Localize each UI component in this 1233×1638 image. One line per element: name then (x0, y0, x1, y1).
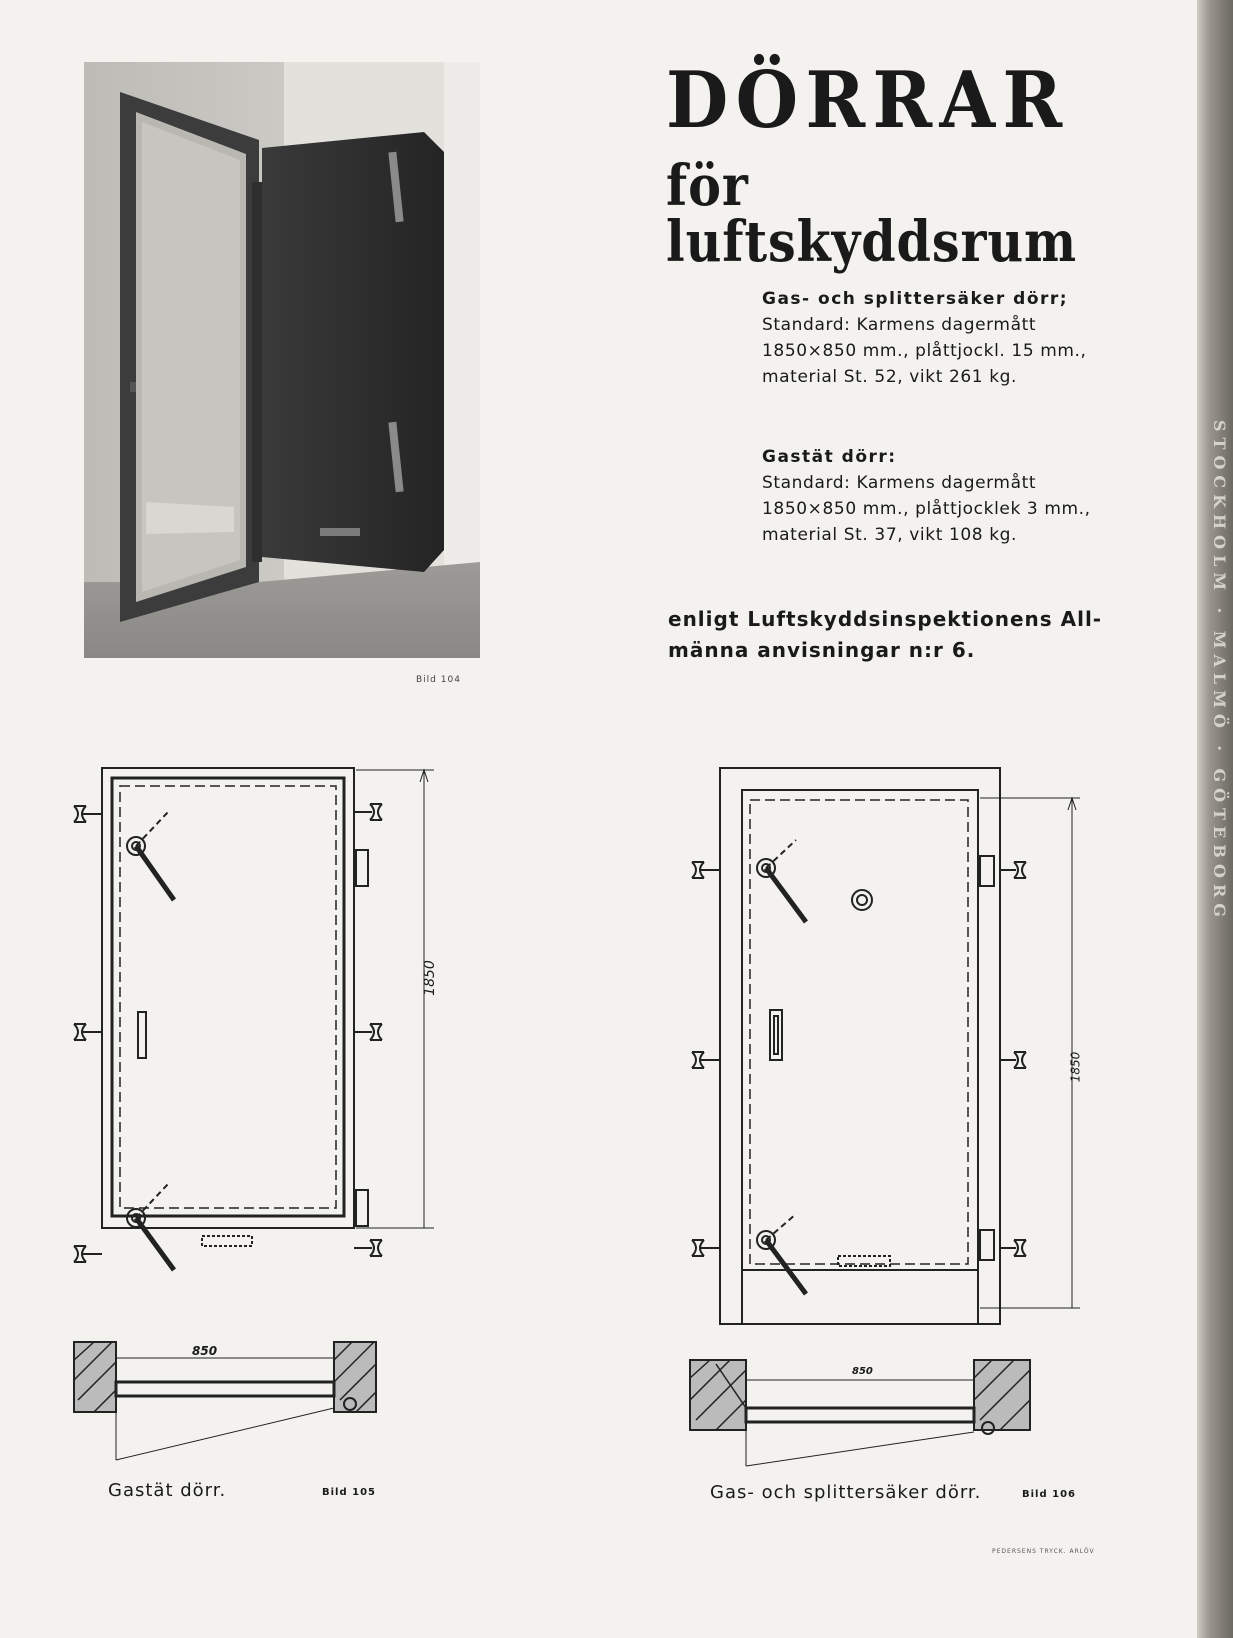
drawing-106-number: Bild 106 (1022, 1489, 1076, 1500)
spec-line: Standard: Karmens dagermått (762, 473, 1037, 493)
spec-line: Standard: Karmens dagermått (762, 315, 1037, 335)
printer-note: PEDERSENS TRYCK. ARLÖV (992, 1548, 1095, 1555)
spec-line: 1850×850 mm., plåttjockl. 15 mm., (762, 341, 1087, 361)
drawing-106-caption: Gas- och splittersäker dörr. (710, 1482, 982, 1503)
reference-line: männa anvisningar n:r 6. (668, 638, 976, 662)
reference-line: enligt Luftskyddsinspektionens All- (668, 607, 1103, 631)
spec-gas-splitter (762, 286, 1102, 390)
drawing-105-caption: Gastät dörr. (108, 1480, 227, 1501)
drawing-gastat-door (64, 760, 484, 1484)
page-title: DÖRRAR (666, 55, 1070, 146)
door-photo (84, 62, 480, 658)
photo-caption: Bild 104 (416, 675, 461, 685)
reference-note (668, 604, 1108, 666)
drawing-105-number: Bild 105 (322, 1487, 376, 1498)
width-dimension: 850 (852, 1366, 873, 1377)
page-subtitle: för luftskyddsrum (666, 153, 1078, 275)
spec-gastat (762, 444, 1102, 548)
spec-heading: Gas- och splittersäker dörr; (762, 289, 1069, 309)
spine-text: STOCKHOLM · MALMÖ · GÖTEBORG (1210, 420, 1229, 923)
width-dimension: 850 (192, 1344, 218, 1358)
spec-line: material St. 37, vikt 108 kg. (762, 525, 1018, 545)
spec-line: material St. 52, vikt 261 kg. (762, 367, 1018, 387)
spec-heading: Gastät dörr: (762, 447, 897, 467)
height-dimension: 1850 (421, 960, 438, 996)
book-spine (1197, 0, 1233, 1638)
spec-line: 1850×850 mm., plåttjocklek 3 mm., (762, 499, 1091, 519)
drawing-gas-splitter-door (680, 760, 1100, 1484)
height-dimension: 1850 (1068, 1051, 1083, 1083)
